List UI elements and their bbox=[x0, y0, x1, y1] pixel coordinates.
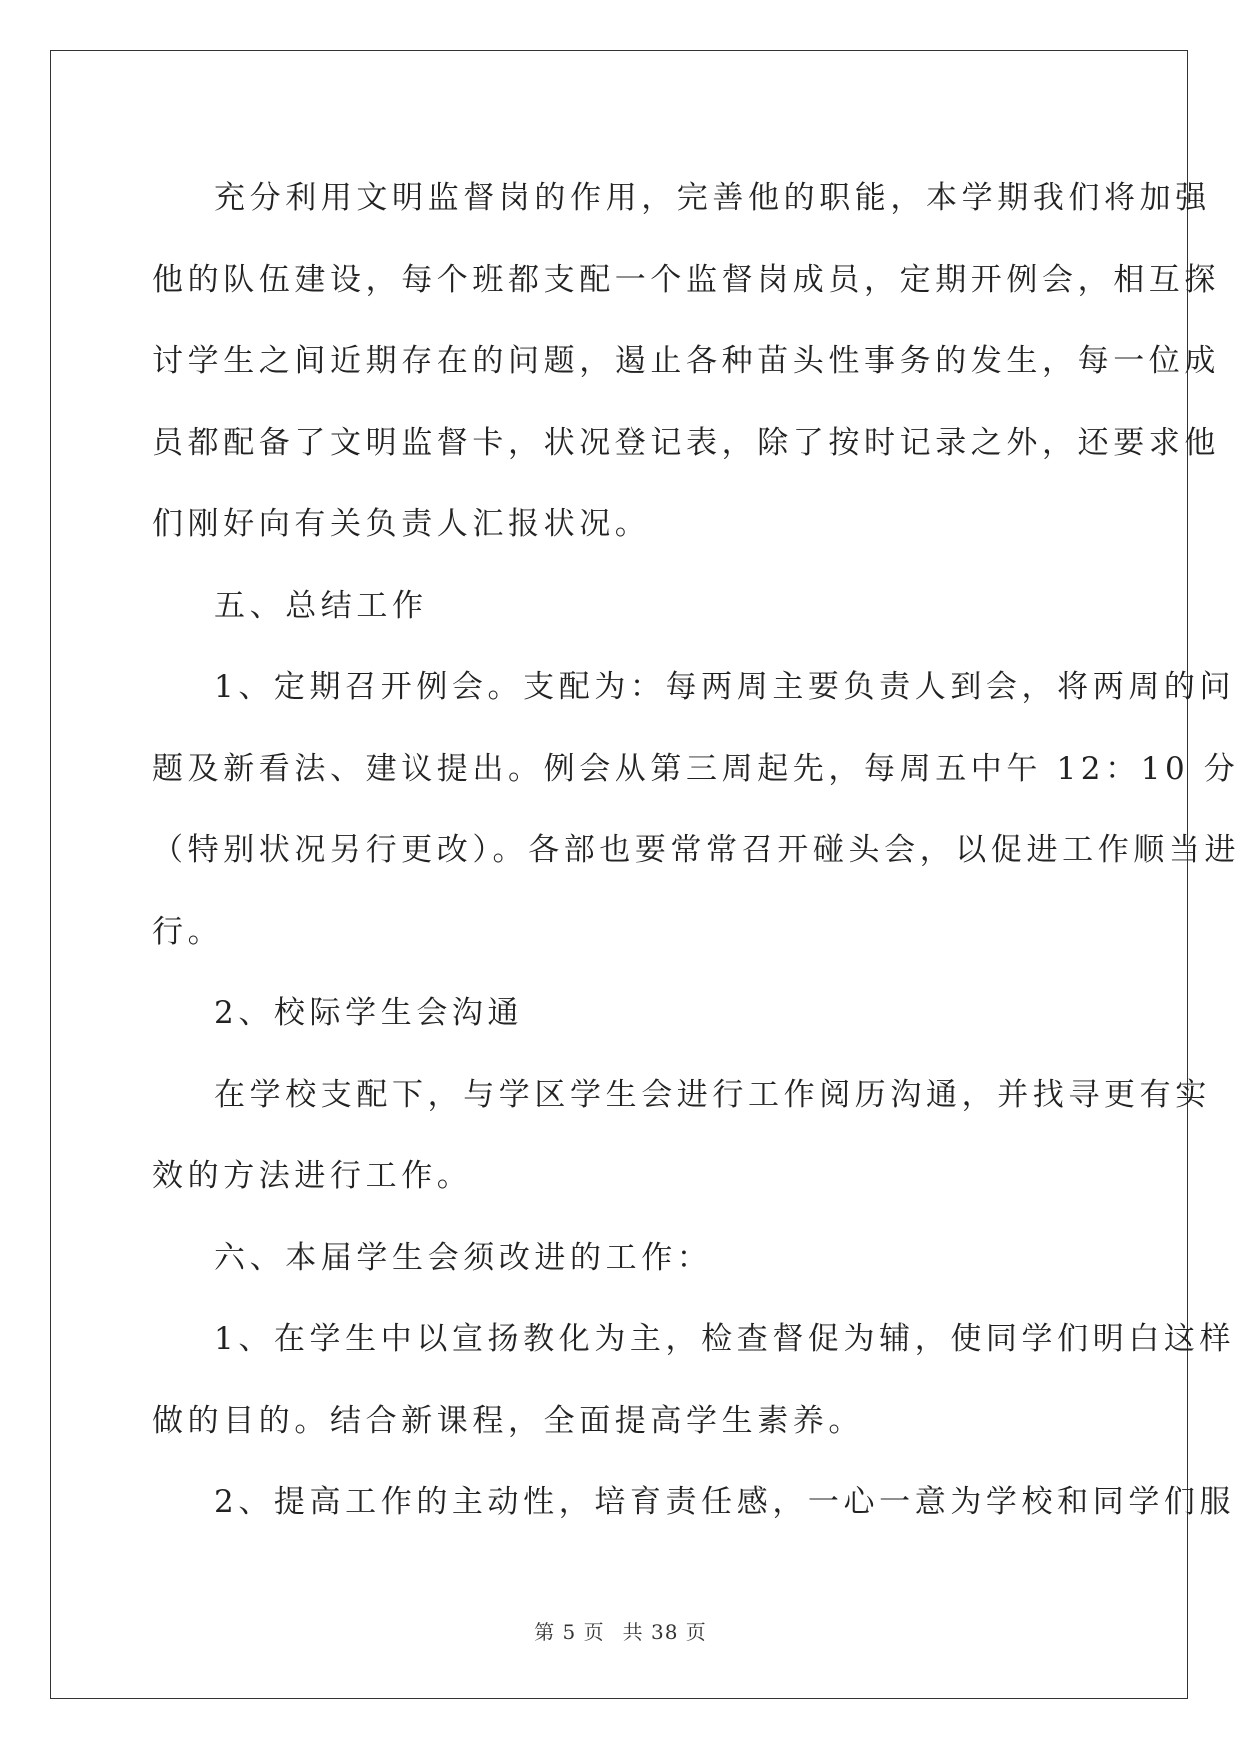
document-body bbox=[152, 158, 1241, 1544]
paragraph-monitor-post bbox=[152, 158, 1220, 566]
text-line: 员都配备了文明监督卡，状况登记表，除了按时记录之外，还要求他 bbox=[152, 424, 1220, 461]
section-heading-five bbox=[152, 566, 1088, 648]
text-line: （特别状况另行更改）。各部也要常常召开碰头会，以促进工作顺当进 bbox=[152, 832, 1241, 868]
text-line: 在学校支配下，与学区学生会进行工作阅历沟通，并找寻更有实 bbox=[214, 1076, 1211, 1113]
paragraph-regular-meetings bbox=[152, 647, 1241, 973]
text-line: 他的队伍建设，每个班都支配一个监督岗成员，定期开例会，相互探 bbox=[152, 261, 1220, 298]
text-line: 做的目的。结合新课程，全面提高学生素养。 bbox=[152, 1402, 864, 1439]
heading-text: 六、本届学生会须改进的工作： bbox=[214, 1239, 713, 1276]
text-line: 讨学生之间近期存在的问题，遏止各种苗头性事务的发生，每一位成 bbox=[152, 343, 1220, 379]
item-intercollege-communication bbox=[152, 973, 1088, 1055]
text-line: 2、提高工作的主动性，培育责任感，一心一意为学校和同学们服 bbox=[214, 1484, 1236, 1520]
paragraph-education-focus bbox=[152, 1299, 1236, 1462]
section-heading-six bbox=[152, 1218, 1088, 1300]
paragraph-initiative bbox=[152, 1462, 1236, 1544]
text-line: 1、在学生中以宣扬教化为主，检查督促为辅，使同学们明白这样 bbox=[214, 1321, 1236, 1357]
paragraph-district-exchange bbox=[152, 1055, 1211, 1218]
total-pages: 共 38 页 bbox=[622, 1620, 707, 1644]
page-number: 第 5 页 bbox=[534, 1620, 605, 1644]
text-line: 们刚好向有关负责人汇报状况。 bbox=[152, 506, 651, 542]
text-line: 充分利用文明监督岗的作用，完善他的职能，本学期我们将加强 bbox=[214, 180, 1211, 216]
text-line: 行。 bbox=[152, 913, 224, 950]
page-footer bbox=[0, 1616, 1241, 1645]
text-line: 效的方法进行工作。 bbox=[152, 1158, 473, 1194]
heading-text: 五、总结工作 bbox=[214, 587, 428, 624]
text-line: 题及新看法、建议提出。例会从第三周起先，每周五中午 12：10 分 bbox=[152, 750, 1240, 787]
text-line: 2、校际学生会沟通 bbox=[214, 995, 524, 1031]
text-line: 1、定期召开例会。支配为：每两周主要负责人到会，将两周的问 bbox=[214, 669, 1236, 705]
